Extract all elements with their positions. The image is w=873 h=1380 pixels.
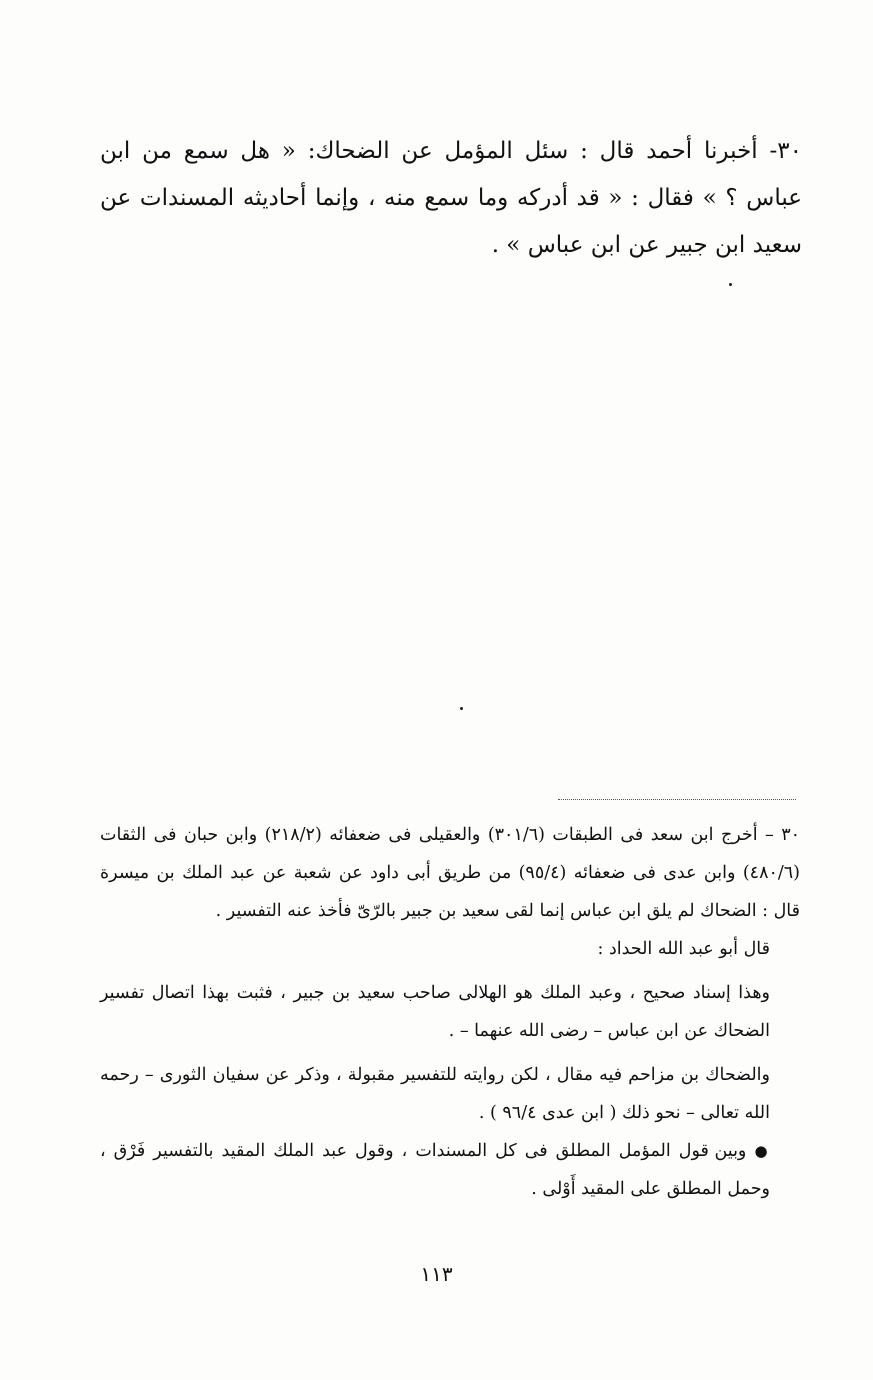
author-heading: قال أبو عبد الله الحداد :	[597, 939, 770, 959]
bullet-text: وبين قول المؤمل المطلق فى كل المسندات ، وقول عبد الملك المقيد بالتفسير فَرْق ، وحمل المطلق على المقيد أَوْلى .	[100, 1141, 770, 1199]
main-text-block	[100, 128, 802, 269]
footnote-paragraph: والضحاك بن مزاحم فيه مقال ، لكن روايته للتفسير مقبولة ، وذكر عن سفيان الثورى – رحمه الله تعالى – نحو ذلك ( ابن عدى ٩٦/٤ ) .	[100, 1065, 770, 1123]
page-number: ١١٣	[420, 1262, 453, 1286]
bullet-icon: ●	[754, 1142, 770, 1160]
ink-speck	[729, 283, 732, 286]
footnote-30: ٣٠ – أخرج ابن سعد فى الطبقات (٣٠١/٦) والعقيلى فى ضعفائه (٢١٨/٢) وابن حبان فى الثقات (٤٨٠/٦) وابن عدى فى ضعفائه (٩٥/٤) من طريق أبى داود عن شعبة عن عبد الملك بن ميسرة قال : الضحاك لم يلق ابن عباس إنما لقى سعيد بن جبير بالرّىّ فأخذ عنه التفسير .	[100, 825, 801, 921]
footnote-bullet-paragraph	[100, 1132, 800, 1208]
footnote-paragraph: وهذا إسناد صحيح ، وعبد الملك هو الهلالى صاحب سعيد بن جبير ، فثبت بهذا اتصال تفسير الضحاك عن ابن عباس – رضى الله عنهما – .	[100, 983, 770, 1041]
footnotes-block	[100, 816, 800, 1208]
ink-speck	[460, 707, 463, 710]
main-paragraph: ٣٠- أخبرنا أحمد قال : سئل المؤمل عن الضحاك: « هل سمع من ابن عباس ؟ » فقال : « قد أدركه وما سمع منه ، وإنما أحاديثه المسندات عن سعيد ابن جبير عن ابن عباس » .	[100, 138, 802, 258]
footnote-separator	[558, 799, 796, 800]
